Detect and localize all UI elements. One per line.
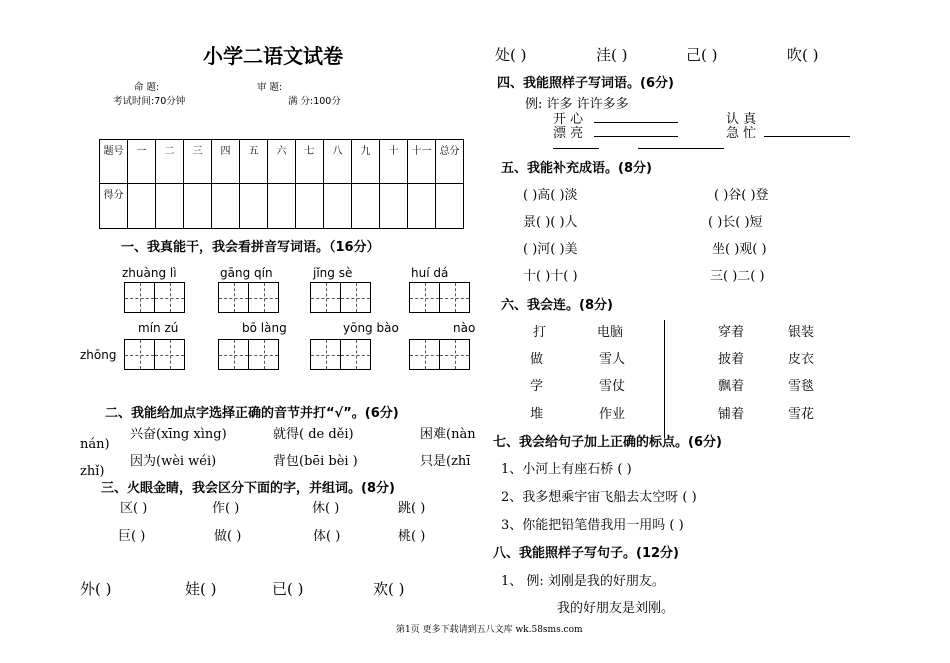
col-header: 七 <box>296 140 324 184</box>
score-cell[interactable] <box>128 184 156 229</box>
match-item[interactable]: 雪毯 <box>788 379 815 394</box>
score-cell[interactable] <box>156 184 184 229</box>
score-cell[interactable] <box>380 184 408 229</box>
answer-line[interactable] <box>594 122 678 123</box>
col-header: 二 <box>156 140 184 184</box>
match-item[interactable]: 飘着 <box>718 379 745 394</box>
match-item[interactable]: 电脑 <box>597 325 624 340</box>
answer-line[interactable] <box>764 136 850 137</box>
word-item[interactable]: 休( ) <box>312 501 340 516</box>
answer-line[interactable] <box>553 148 599 149</box>
word-item[interactable]: 欢( ) <box>373 580 405 598</box>
section7-heading: 七、我会给句子加上正确的标点。(6分) <box>493 435 722 450</box>
match-item[interactable]: 雪花 <box>788 407 815 422</box>
col-header: 八 <box>324 140 352 184</box>
option-wrap: zhǐ) <box>80 464 105 479</box>
sentence-item[interactable]: 1、小河上有座石桥 ( ) <box>501 462 632 477</box>
section8-heading: 八、我能照样子写句子。(12分) <box>493 546 679 561</box>
col-header: 五 <box>240 140 268 184</box>
match-item[interactable]: 堆 <box>530 407 544 422</box>
pinyin: huí dá <box>411 266 449 280</box>
match-item[interactable]: 银装 <box>788 325 815 340</box>
section5-heading: 五、我能补充成语。(8分) <box>501 161 652 176</box>
word-item[interactable]: 吹( ) <box>787 46 819 64</box>
score-cell[interactable] <box>296 184 324 229</box>
pinyin: mín zú <box>138 321 179 335</box>
match-item[interactable]: 打 <box>533 325 547 340</box>
pinyin: yōng bào <box>343 321 399 335</box>
word-item[interactable]: 体( ) <box>313 529 341 544</box>
match-item[interactable]: 雪人 <box>599 352 626 367</box>
sentence-item[interactable]: 3、你能把铅笔借我用一用吗 ( ) <box>501 518 684 533</box>
score-cell[interactable] <box>184 184 212 229</box>
option-item[interactable]: 兴奋(xīng xìng) <box>130 427 227 442</box>
word-item[interactable]: 巨( ) <box>118 529 146 544</box>
example-text: 例: 许多 许许多多 <box>525 97 629 112</box>
score-row-label: 得分 <box>103 190 124 201</box>
word-item[interactable]: 外( ) <box>80 580 112 598</box>
section1-heading: 一、我真能干，我会看拼音写词语。（16分） <box>121 240 380 255</box>
col-header: 一 <box>128 140 156 184</box>
writing-grid[interactable] <box>124 339 184 370</box>
idiom-item[interactable]: ( )谷( )登 <box>714 188 769 203</box>
score-label-cell <box>100 184 128 229</box>
score-cell[interactable] <box>212 184 240 229</box>
idiom-item[interactable]: ( )河( )美 <box>523 242 578 257</box>
score-cell[interactable] <box>268 184 296 229</box>
option-item[interactable]: 只是(zhī <box>420 454 471 469</box>
word-item[interactable]: 作( ) <box>212 501 240 516</box>
pinyin: nào <box>453 321 476 335</box>
match-item[interactable]: 雪仗 <box>599 379 626 394</box>
score-cell[interactable] <box>324 184 352 229</box>
header-label-cell <box>100 140 128 184</box>
section2-heading: 二、我能给加点字选择正确的音节并打“√”。(6分) <box>105 406 399 421</box>
idiom-item[interactable]: 三( )二( ) <box>710 269 765 284</box>
option-item[interactable]: 就得( de děi) <box>273 427 354 442</box>
word-item[interactable]: 己( ) <box>686 46 718 64</box>
col-header: 九 <box>352 140 380 184</box>
word-prompt: 急 忙 <box>726 126 757 141</box>
pinyin: gāng qín <box>220 266 273 280</box>
pinyin: bō làng <box>242 321 287 335</box>
idiom-item[interactable]: 景( )( )人 <box>523 215 578 230</box>
writing-grid[interactable] <box>409 339 469 370</box>
column-divider <box>664 320 665 438</box>
col-header: 十一 <box>408 140 436 184</box>
match-item[interactable]: 披着 <box>718 352 745 367</box>
word-item[interactable]: 跳( ) <box>398 501 426 516</box>
page-footer: 第1页 更多下载请到五八文库 wk.58sms.com <box>396 625 583 635</box>
match-item[interactable]: 作业 <box>599 407 626 422</box>
word-item[interactable]: 做( ) <box>214 529 242 544</box>
section6-heading: 六、我会连。(8分) <box>501 298 613 313</box>
section4-heading: 四、我能照样子写词语。(6分) <box>497 76 674 91</box>
writing-grid[interactable] <box>218 339 278 370</box>
answer-line[interactable] <box>638 148 724 149</box>
word-item[interactable]: 处( ) <box>495 46 527 64</box>
col-header: 十 <box>380 140 408 184</box>
match-item[interactable]: 学 <box>530 379 544 394</box>
section3-heading: 三、火眼金睛，我会区分下面的字，并组词。(8分) <box>101 481 395 496</box>
idiom-item[interactable]: 十( )十( ) <box>523 269 578 284</box>
word-item[interactable]: 洼( ) <box>596 46 628 64</box>
idiom-item[interactable]: 坐( )观( ) <box>712 242 767 257</box>
writing-grid[interactable] <box>409 282 469 313</box>
score-table <box>99 139 464 229</box>
time-label: 考试时间:70分钟 <box>113 96 186 107</box>
pinyin: jǐng sè <box>313 266 353 280</box>
word-item[interactable]: 娃( ) <box>185 580 217 598</box>
example-sentence: 我的好朋友是刘刚。 <box>557 601 675 616</box>
option-item[interactable]: 因为(wèi wéi) <box>130 454 217 469</box>
option-wrap: nán) <box>80 437 110 452</box>
score-cell[interactable] <box>408 184 436 229</box>
header-label: 题号 <box>103 146 124 157</box>
word-item[interactable]: 桃( ) <box>398 529 426 544</box>
writing-grid[interactable] <box>124 282 184 313</box>
match-item[interactable]: 皮衣 <box>788 352 815 367</box>
word-prompt: 漂 亮 <box>553 126 584 141</box>
option-item[interactable]: 背包(bēi bèi ) <box>273 454 358 469</box>
sentence-item[interactable]: 2、我多想乘宇宙飞船去太空呀 ( ) <box>501 490 697 505</box>
score-cell[interactable] <box>352 184 380 229</box>
match-item[interactable]: 做 <box>530 352 544 367</box>
writing-grid[interactable] <box>218 282 278 313</box>
word-item[interactable]: 区( ) <box>120 501 148 516</box>
author-label: 命 题: <box>134 82 160 93</box>
col-header: 六 <box>268 140 296 184</box>
reviewer-label: 审 题: <box>257 82 283 93</box>
answer-line[interactable] <box>594 136 678 137</box>
page-title: 小学二语文试卷 <box>203 44 343 68</box>
score-cell[interactable] <box>240 184 268 229</box>
match-item[interactable]: 穿着 <box>718 325 745 340</box>
option-item[interactable]: 困难(nàn <box>420 427 476 442</box>
idiom-item[interactable]: ( )高( )淡 <box>523 188 578 203</box>
writing-grid[interactable] <box>310 282 370 313</box>
col-header: 四 <box>212 140 240 184</box>
example-sentence: 1、 例: 刘刚是我的好朋友。 <box>501 574 665 589</box>
word-prompt: 认 真 <box>726 112 757 127</box>
word-prompt: 开 心 <box>553 112 584 127</box>
writing-grid[interactable] <box>310 339 370 370</box>
col-header: 三 <box>184 140 212 184</box>
score-cell[interactable] <box>436 184 464 229</box>
match-item[interactable]: 铺着 <box>718 407 745 422</box>
pinyin: zhuàng lì <box>122 266 177 280</box>
score-label: 满 分:100分 <box>288 96 341 107</box>
idiom-item[interactable]: ( )长( )短 <box>708 215 763 230</box>
word-item[interactable]: 已( ) <box>272 580 304 598</box>
pinyin: zhōng <box>80 348 117 362</box>
col-header: 总分 <box>436 140 464 184</box>
